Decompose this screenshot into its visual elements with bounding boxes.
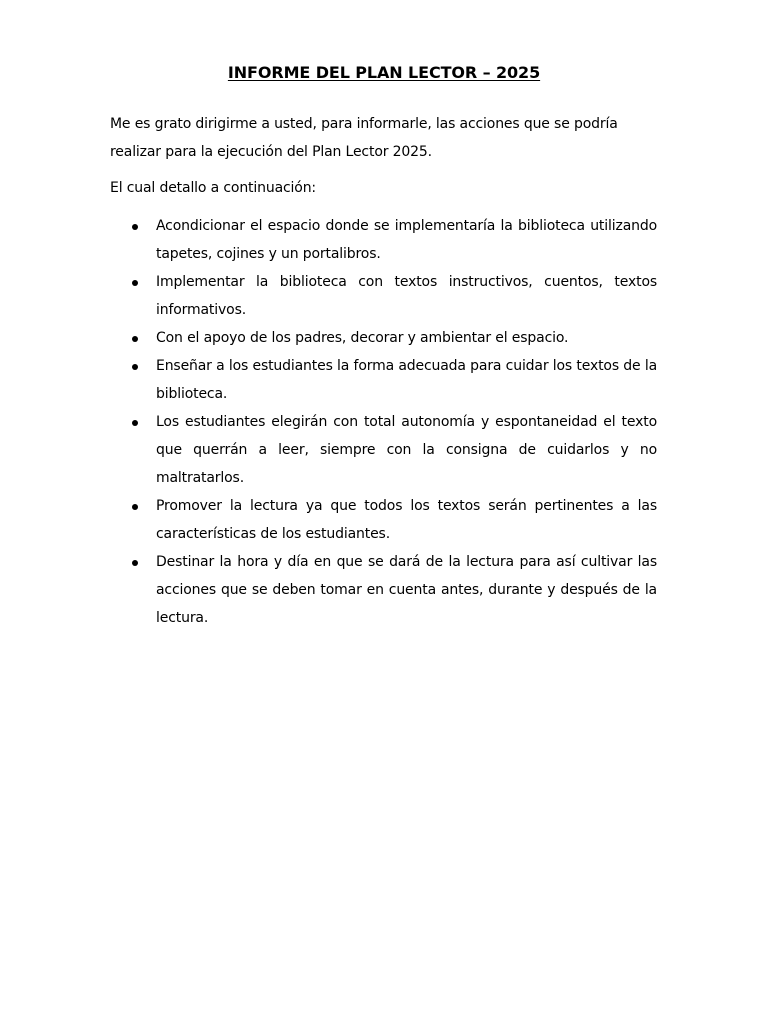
list-item-text: Promover la lectura ya que todos los textos serán pertinentes a las características de los estudiantes. (156, 498, 657, 542)
bullet-icon (132, 280, 138, 286)
lead-paragraph: El cual detallo a continuación: (110, 180, 316, 196)
list-item-text: Los estudiantes elegirán con total autonomía y espontaneidad el texto que querrán a leer, siempre con la consigna de cuidarlos y no maltratarlos. (156, 414, 657, 486)
bullet-icon (132, 504, 138, 510)
bullet-icon (132, 420, 138, 426)
action-list (110, 212, 657, 632)
bullet-icon (132, 364, 138, 370)
list-item-text: Implementar la biblioteca con textos instructivos, cuentos, textos informativos. (156, 274, 657, 318)
bullet-icon (132, 224, 138, 230)
list-item-text: Con el apoyo de los padres, decorar y ambientar el espacio. (156, 330, 569, 346)
list-item (110, 324, 657, 352)
bullet-icon (132, 336, 138, 342)
list-item (110, 492, 657, 548)
document-body (110, 110, 657, 632)
document-title: INFORME DEL PLAN LECTOR – 2025 (227, 63, 541, 82)
bullet-icon (132, 560, 138, 566)
list-item-text: Enseñar a los estudiantes la forma adecuada para cuidar los textos de la biblioteca. (156, 358, 657, 402)
list-item-text: Acondicionar el espacio donde se implementaría la biblioteca utilizando tapetes, cojines y un portalibros. (156, 218, 657, 262)
list-item (110, 548, 657, 632)
intro-paragraph: Me es grato dirigirme a usted, para informarle, las acciones que se podría realizar para la ejecución del Plan Lector 2025. (110, 116, 618, 160)
list-item (110, 268, 657, 324)
list-item-text: Destinar la hora y día en que se dará de la lectura para así cultivar las acciones que se deben tomar en cuenta antes, durante y después de la lectura. (156, 554, 657, 626)
list-item (110, 212, 657, 268)
list-item (110, 352, 657, 408)
list-item (110, 408, 657, 492)
